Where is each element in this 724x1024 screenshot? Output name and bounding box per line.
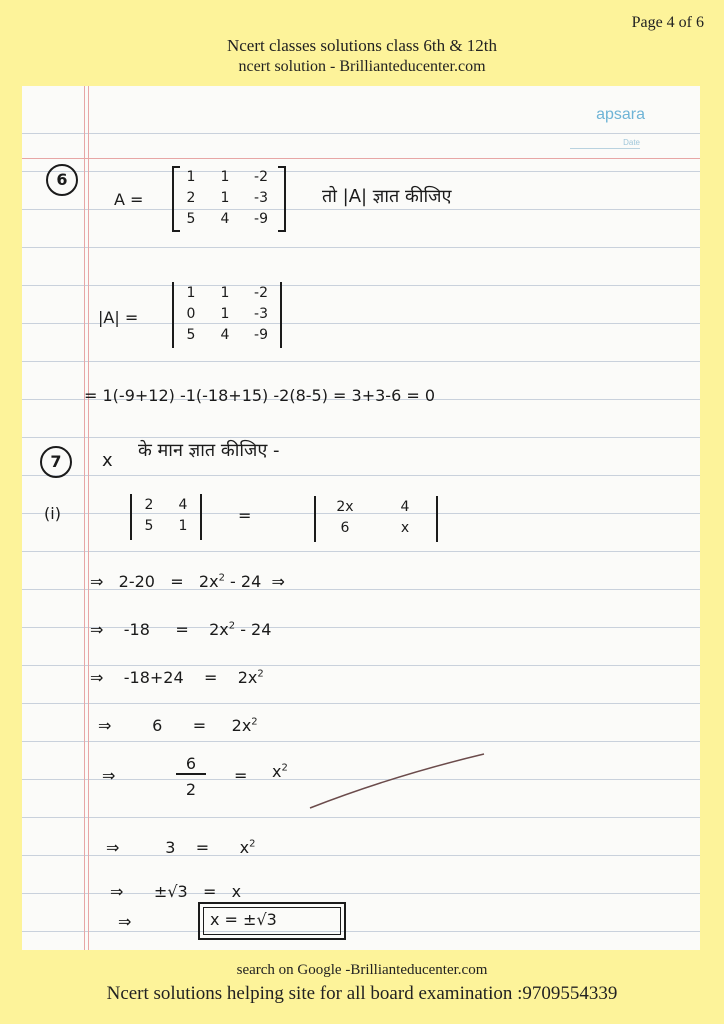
matrix-cell: -9 xyxy=(254,210,268,227)
matrix-cell: 4 xyxy=(220,210,230,227)
step-3 xyxy=(90,668,264,687)
matrix-cell: 2x xyxy=(336,498,354,515)
step-rhs: 2x xyxy=(231,716,252,735)
step-exponent: 2 xyxy=(281,762,288,774)
step-equals: = xyxy=(195,838,210,857)
question-7-task: के मान ज्ञात कीजिए - xyxy=(138,440,280,461)
step-lhs: 3 xyxy=(165,838,176,857)
cross-out-stroke xyxy=(302,746,492,816)
step-5-rhs xyxy=(272,762,288,781)
matrix-cell: -3 xyxy=(254,305,268,322)
step-equals: = xyxy=(175,620,189,639)
matrix-cell: 1 xyxy=(220,284,230,301)
step-rhs-tail: - 24 xyxy=(224,572,262,591)
step-2 xyxy=(90,620,271,639)
matrix-cell: 0 xyxy=(186,305,196,322)
answer-box xyxy=(198,902,346,940)
question-6-number: 6 xyxy=(46,164,78,196)
matrix-cell: 2 xyxy=(186,189,196,206)
step-6 xyxy=(106,838,255,857)
fraction-numerator: 6 xyxy=(176,754,206,775)
determinant-expansion: = 1(-9+12) -1(-18+15) -2(8-5) = 3+3-6 = 0 xyxy=(84,386,436,405)
matrix-cell: 6 xyxy=(340,519,350,536)
step-rhs: 2x xyxy=(237,668,258,687)
implies-arrow: ⇒ xyxy=(90,620,104,639)
matrix-cell: 4 xyxy=(220,326,230,343)
matrix-cell: 2 xyxy=(144,496,154,513)
matrix-cell: 5 xyxy=(144,517,154,534)
step-equals: = xyxy=(202,882,217,901)
determinant-a xyxy=(172,282,282,348)
step-exponent: 2 xyxy=(228,620,236,632)
implies-arrow: ⇒ xyxy=(110,882,124,901)
step-lhs: -18+24 xyxy=(123,668,184,687)
margin-line xyxy=(88,86,89,950)
footer-tagline: Ncert solutions helping site for all board examination :9709554339 xyxy=(106,983,618,1004)
matrix-cell: 1 xyxy=(220,168,230,185)
question-7-variable: x xyxy=(102,450,113,471)
step-exponent: 2 xyxy=(257,668,264,680)
matrix-cell: 5 xyxy=(186,210,196,227)
step-exponent: 2 xyxy=(251,716,258,728)
page-number: Page 4 of 6 xyxy=(631,14,704,31)
part-label: (i) xyxy=(44,504,61,523)
step-1 xyxy=(90,572,285,591)
step-rhs-tail: - 24 xyxy=(235,620,272,639)
step-rhs: 2x xyxy=(198,572,219,591)
equals-sign: = xyxy=(238,506,252,525)
step-4 xyxy=(98,716,258,735)
matrix-a-label: A = xyxy=(114,190,144,209)
step-lhs: 6 xyxy=(152,716,163,735)
margin-line xyxy=(84,86,85,950)
step-rhs: x xyxy=(239,838,250,857)
matrix-cell: 1 xyxy=(186,168,196,185)
question-7-number: 7 xyxy=(40,446,72,478)
step-lhs: ±√3 xyxy=(153,882,188,901)
matrix-cell: 1 xyxy=(220,305,230,322)
header-rule xyxy=(22,158,700,159)
left-determinant xyxy=(130,494,202,540)
notebook-page xyxy=(22,86,700,950)
implies-arrow: ⇒ xyxy=(90,572,104,591)
matrix-cell: -3 xyxy=(254,189,268,206)
step-rhs: x xyxy=(231,882,242,901)
matrix-cell: 4 xyxy=(178,496,188,513)
step-lhs: -18 xyxy=(123,620,150,639)
step-exponent: 2 xyxy=(249,838,256,850)
step-rhs: x xyxy=(272,762,282,781)
matrix-cell: -9 xyxy=(254,326,268,343)
step-5-equals: = xyxy=(234,766,248,785)
matrix-cell: 1 xyxy=(220,189,230,206)
step-rhs: 2x xyxy=(209,620,229,639)
implies-arrow: ⇒ xyxy=(106,838,120,857)
step-equals: = xyxy=(192,716,207,735)
step-8-arrow: ⇒ xyxy=(118,912,132,931)
footer-search: search on Google -Brillianteducenter.com xyxy=(236,962,488,978)
determinant-label: |A| = xyxy=(98,308,139,327)
final-answer: x = ±√3 xyxy=(210,910,277,929)
matrix-cell: -2 xyxy=(254,168,268,185)
date-line xyxy=(570,148,640,149)
step-equals: = xyxy=(204,668,218,687)
date-label: Date xyxy=(623,138,640,147)
matrix-a xyxy=(172,166,286,232)
matrix-cell: x xyxy=(400,519,410,536)
matrix-cell: 1 xyxy=(178,517,188,534)
fraction-denominator: 2 xyxy=(185,780,197,799)
matrix-cell: -2 xyxy=(254,284,268,301)
implies-arrow: ⇒ xyxy=(90,668,104,687)
step-7 xyxy=(110,882,241,901)
right-determinant xyxy=(314,496,438,542)
notebook-brand: apsara xyxy=(596,106,645,123)
step-exponent: 2 xyxy=(218,572,225,584)
step-lhs: 2-20 xyxy=(118,572,155,591)
question-6-task: तो |A| ज्ञात कीजिए xyxy=(322,186,452,207)
header-title: Ncert classes solutions class 6th & 12th xyxy=(226,36,498,55)
step-5-arrow: ⇒ xyxy=(102,766,116,785)
matrix-cell: 5 xyxy=(186,326,196,343)
matrix-cell: 1 xyxy=(186,284,196,301)
implies-arrow: ⇒ xyxy=(271,572,285,591)
header-subtitle: ncert solution - Brillianteducenter.com xyxy=(238,58,486,75)
matrix-cell: 4 xyxy=(400,498,410,515)
implies-arrow: ⇒ xyxy=(98,716,112,735)
step-equals: = xyxy=(170,572,184,591)
